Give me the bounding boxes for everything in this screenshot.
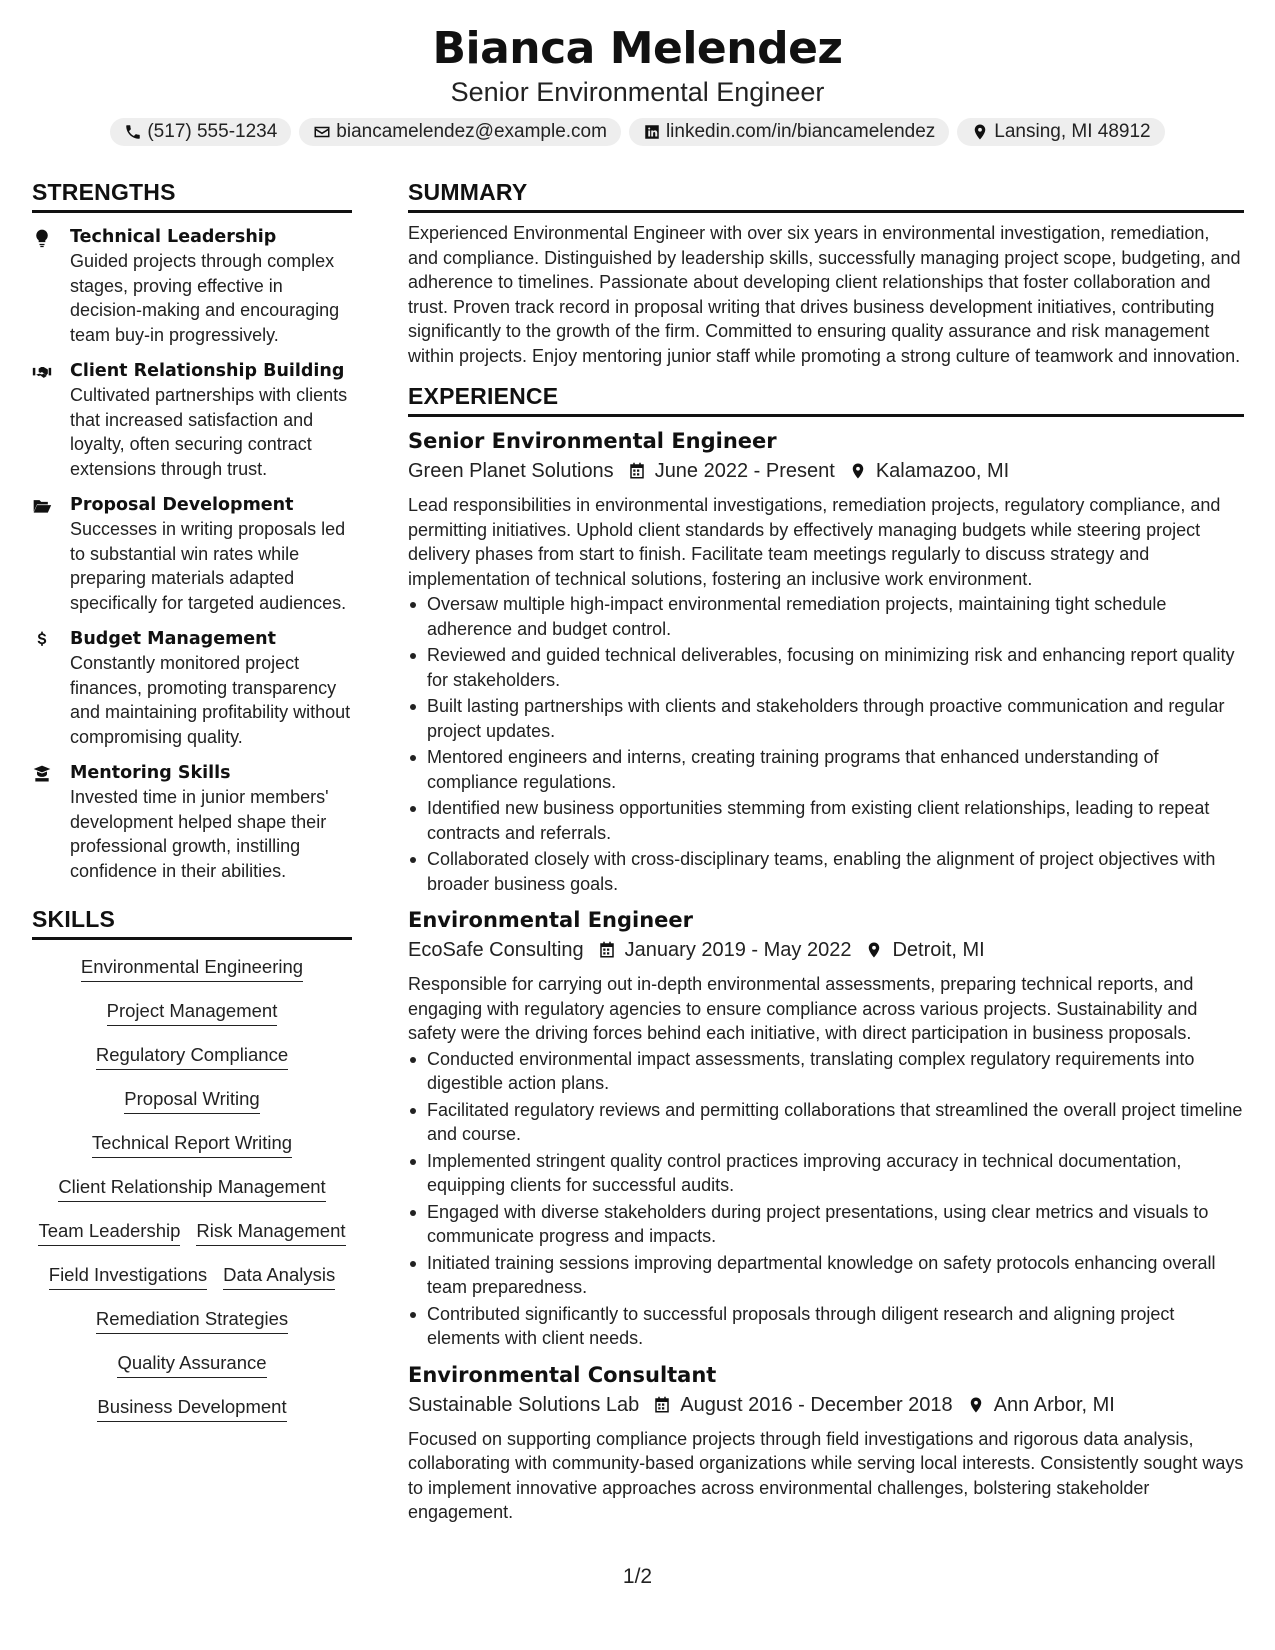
strength-desc: Successes in writing proposals led to substantial win rates while preparing materials adapted specifically for targeted audiences.	[70, 519, 347, 613]
contact-email[interactable]	[299, 118, 621, 146]
strength-item	[32, 761, 352, 883]
right-column	[408, 178, 1244, 1525]
bullet-item: Oversaw multiple high-impact environmental remediation projects, maintaining tight schedule adherence and budget control.	[408, 592, 1244, 641]
job-company: Green Planet Solutions	[408, 460, 614, 482]
job-dates: August 2016 - December 2018	[680, 1393, 953, 1416]
calendar-icon	[628, 461, 646, 481]
contact-email-text: biancamelendez@example.com	[336, 121, 607, 142]
strength-desc: Invested time in junior members' development helped shape their professional growth, instilling confidence in their abilities.	[70, 787, 329, 881]
location-pin-icon	[849, 461, 867, 481]
bullet-item: Reviewed and guided technical deliverables, focusing on minimizing risk and enhancing report quality for stakeholders.	[408, 643, 1244, 692]
skill-tag: Business Development	[97, 1395, 286, 1422]
envelope-icon	[313, 123, 331, 141]
job-description: Lead responsibilities in environmental investigations, remediation projects, regulatory compliance, and permitting initiatives. Uphold client standards by effectively managing budgets while steering project delivery phases from start to finish. Facilitate team meetings regularly to discuss strategy and implementation of technical solutions, fostering an inclusive work environment.	[408, 495, 1221, 589]
skills-list	[32, 955, 352, 1422]
graduation-teacher-icon	[32, 764, 52, 784]
job-entry	[408, 906, 1244, 1351]
job-title: Environmental Consultant	[408, 1362, 717, 1387]
job-meta	[408, 1391, 1244, 1419]
phone-icon	[124, 123, 142, 141]
strength-title: Mentoring Skills	[70, 763, 231, 783]
skill-tag: Regulatory Compliance	[96, 1043, 288, 1070]
strength-item	[32, 627, 352, 749]
bullet-item: Engaged with diverse stakeholders during project presentations, using clear metrics and visuals to communicate progress and impacts.	[408, 1200, 1244, 1249]
skill-tag: Client Relationship Management	[58, 1175, 325, 1202]
strength-desc: Cultivated partnerships with clients that increased satisfaction and loyalty, often securing contract extensions through trust.	[70, 385, 348, 479]
job-meta	[408, 457, 1244, 485]
left-column	[32, 178, 352, 1422]
strength-desc: Guided projects through complex stages, proving effective in decision-making and encouraging team buy-in progressively.	[70, 251, 340, 345]
job-company: EcoSafe Consulting	[408, 939, 584, 961]
handshake-icon	[32, 362, 52, 382]
calendar-icon	[598, 940, 616, 960]
job-entry	[408, 427, 1244, 896]
contact-linkedin[interactable]	[629, 118, 949, 146]
bullet-item: Conducted environmental impact assessments, translating complex regulatory requirements into digestible action plans.	[408, 1047, 1244, 1096]
job-meta	[408, 936, 1244, 964]
job-location: Ann Arbor, MI	[993, 1393, 1115, 1416]
contact-phone[interactable]	[110, 118, 291, 146]
contact-location	[957, 118, 1164, 146]
contact-phone-text: (517) 555-1234	[147, 121, 278, 142]
experience-heading: EXPERIENCE	[408, 382, 1244, 417]
strength-title: Budget Management	[70, 629, 276, 649]
bullet-item: Mentored engineers and interns, creating training programs that enhanced understanding of compliance regulations.	[408, 745, 1244, 794]
bullet-item: Facilitated regulatory reviews and permitting collaborations that streamlined the overall project timeline and course.	[408, 1098, 1244, 1147]
skill-tag: Proposal Writing	[124, 1087, 259, 1114]
dollar-icon	[32, 630, 52, 650]
strength-title: Client Relationship Building	[70, 361, 345, 381]
skills-heading: SKILLS	[32, 905, 352, 940]
strengths-heading: STRENGTHS	[32, 178, 352, 213]
summary-heading: SUMMARY	[408, 178, 1244, 213]
bullet-item: Identified new business opportunities stemming from existing client relationships, leading to repeat contracts and referrals.	[408, 796, 1244, 845]
lightbulb-icon	[32, 228, 52, 248]
page-number: 1/2	[622, 1565, 653, 1588]
job-title: Senior Environmental Engineer	[408, 429, 777, 453]
job-dates: January 2019 - May 2022	[624, 939, 852, 961]
bullet-item: Initiated training sessions improving departmental knowledge on safety protocols enhancing overall team preparedness.	[408, 1251, 1244, 1300]
job-dates: June 2022 - Present	[654, 460, 835, 482]
resume-header	[0, 22, 1275, 146]
contact-location-text: Lansing, MI 48912	[994, 121, 1151, 142]
skill-tag: Data Analysis	[223, 1263, 335, 1290]
job-company: Sustainable Solutions Lab	[408, 1393, 640, 1416]
job-location: Kalamazoo, MI	[875, 460, 1010, 482]
folder-open-icon	[32, 496, 52, 516]
strength-desc: Constantly monitored project finances, promoting transparency and maintaining profitability without compromising quality.	[70, 653, 351, 747]
job-title: Environmental Engineer	[408, 908, 694, 932]
job-bullets	[408, 1047, 1244, 1351]
summary-text: Experienced Environmental Engineer with over six years in environmental investigation, remediation, and compliance. Distinguished by leadership skills, successfully managing project scope, budgeting, and adherence to timelines. Passionate about developing client relationships that foster collaboration and trust. Proven track record in proposal writing that drives business development initiatives, contributing significantly to the growth of the firm. Committed to ensuring quality assurance and risk management within projects. Enjoy mentoring junior staff while promoting a strong culture of teamwork and innovation.	[408, 223, 1241, 366]
linkedin-icon	[643, 123, 661, 141]
location-pin-icon	[967, 1395, 985, 1415]
skill-tag: Risk Management	[196, 1219, 345, 1246]
skill-tag: Field Investigations	[49, 1263, 207, 1290]
contact-bar	[0, 118, 1275, 146]
strength-title: Proposal Development	[70, 495, 294, 515]
job-description: Responsible for carrying out in-depth environmental assessments, preparing technical reports, and engaging with regulatory agencies to ensure compliance across various projects. Sustainability and safety were the driving forces behind each initiative, with direct participation in business proposals.	[408, 974, 1198, 1043]
strength-item	[32, 225, 352, 347]
skill-tag: Technical Report Writing	[92, 1131, 292, 1158]
skill-tag: Environmental Engineering	[81, 955, 303, 982]
job-location: Detroit, MI	[892, 939, 985, 961]
bullet-item: Contributed significantly to successful proposals through diligent research and aligning project elements with client needs.	[408, 1302, 1244, 1351]
strength-item	[32, 359, 352, 481]
location-pin-icon	[865, 940, 883, 960]
job-description: Focused on supporting compliance projects through field investigations and rigorous data analysis, collaborating with community-based organizations while serving local interests. Consistently sought ways to implement innovative approaches across environmental challenges, bolstering stakeholder engagement.	[408, 1428, 1244, 1522]
skill-tag: Project Management	[107, 999, 278, 1026]
job-entry	[408, 1361, 1244, 1525]
bullet-item: Built lasting partnerships with clients and stakeholders through proactive communication and regular project updates.	[408, 694, 1244, 743]
candidate-title: Senior Environmental Engineer	[450, 77, 825, 107]
bullet-item: Implemented stringent quality control practices improving accuracy in technical documentation, equipping clients for successful audits.	[408, 1149, 1244, 1198]
skill-tag: Quality Assurance	[117, 1351, 266, 1378]
skill-tag: Team Leadership	[38, 1219, 180, 1246]
bullet-item: Collaborated closely with cross-disciplinary teams, enabling the alignment of project objectives with broader business goals.	[408, 847, 1244, 896]
location-pin-icon	[971, 123, 989, 141]
candidate-name: Bianca Melendez	[432, 23, 843, 74]
job-bullets	[408, 592, 1244, 896]
calendar-icon	[653, 1395, 671, 1415]
strength-item	[32, 493, 352, 615]
skill-tag: Remediation Strategies	[96, 1307, 288, 1334]
strength-title: Technical Leadership	[70, 227, 277, 247]
contact-linkedin-text: linkedin.com/in/biancamelendez	[665, 121, 936, 142]
